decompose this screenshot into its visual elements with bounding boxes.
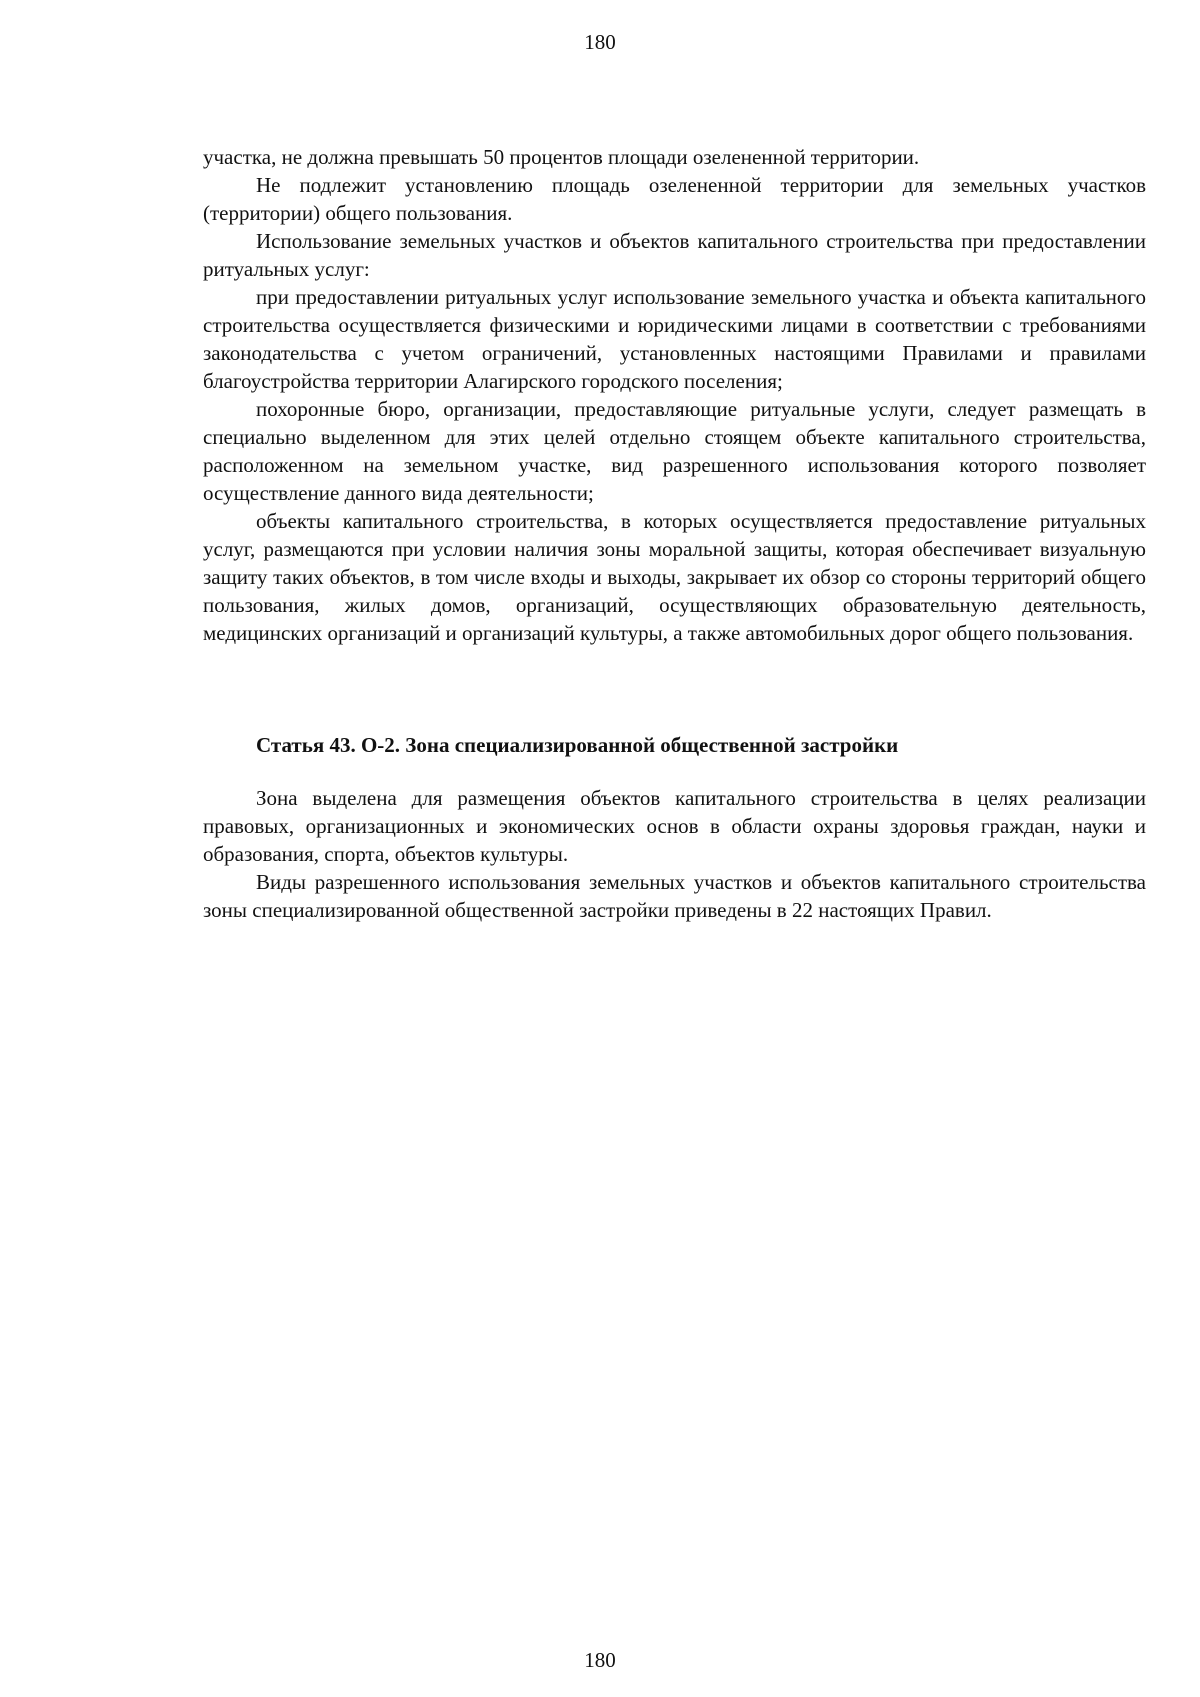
paragraph: Зона выделена для размещения объектов капитального строительства в целях реализации правовых, организационных и экономических основ в области охраны здоровья граждан, науки и образования, спорта, объектов культуры.: [203, 786, 1146, 866]
body-text-section-2: [203, 784, 1146, 924]
paragraph: участка, не должна превышать 50 процентов площади озелененной территории.: [203, 145, 920, 169]
page-number-bottom: 180: [584, 1648, 616, 1672]
paragraph: похоронные бюро, организации, предоставляющие ритуальные услуги, следует размещать в специально выделенном для этих целей отдельно стоящем объекте капитального строительства, расположенном на земельном участке, вид разрешенного использования которого позволяет осуществление данного вида деятельности;: [203, 397, 1146, 505]
article-heading: Статья 43. О-2. Зона специализированной общественной застройки: [256, 733, 899, 757]
paragraph: Использование земельных участков и объектов капитального строительства при предоставлении ритуальных услуг:: [203, 229, 1146, 281]
paragraph: Не подлежит установлению площадь озелененной территории для земельных участков (территории) общего пользования.: [203, 173, 1146, 225]
paragraph: объекты капитального строительства, в которых осуществляется предоставление ритуальных услуг, размещаются при условии наличия зоны моральной защиты, которая обеспечивает визуальную защиту таких объектов, в том числе входы и выходы, закрывает их обзор со стороны территорий общего пользования, жилых домов, организаций, осуществляющих образовательную деятельность, медицинских организаций и организаций культуры, а также автомобильных дорог общего пользования.: [203, 509, 1146, 645]
body-text-section-1: [203, 143, 1146, 647]
paragraph: Виды разрешенного использования земельных участков и объектов капитального строительства зоны специализированной общественной застройки приведены в 22 настоящих Правил.: [203, 870, 1146, 922]
page-number-top: 180: [584, 30, 616, 54]
paragraph: при предоставлении ритуальных услуг использование земельного участка и объекта капитального строительства осуществляется физическими и юридическими лицами в соответствии с требованиями законодательства с учетом ограничений, установленных настоящими Правилами и правилами благоустройства территории Алагирского городского поселения;: [203, 285, 1146, 393]
